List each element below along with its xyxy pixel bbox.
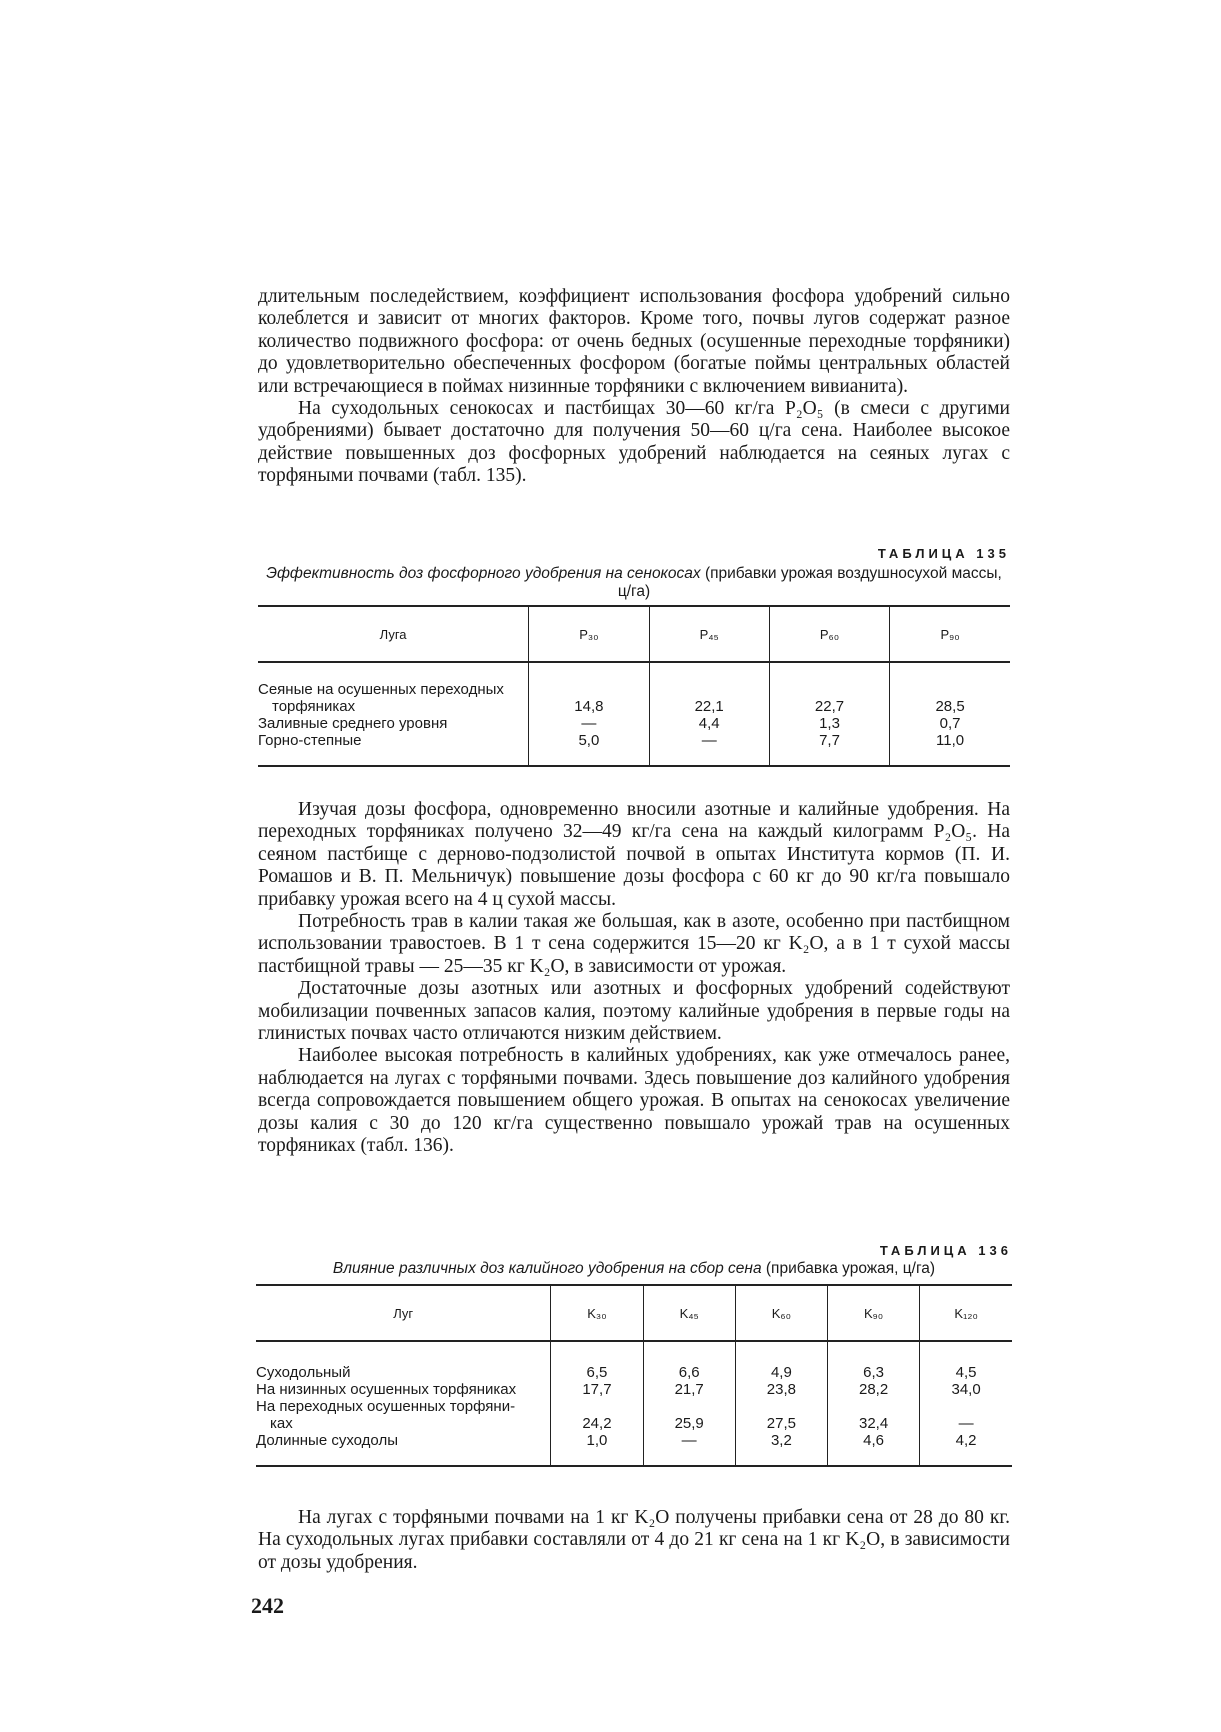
table-135-header: P₉₀ xyxy=(890,606,1010,662)
cell: 6,6 xyxy=(678,1364,700,1381)
cell: 32,4 xyxy=(859,1415,889,1432)
paragraph-4: Потребность трав в калии такая же большая, как в азоте, особенно при пастбищном использовании травостоев. В 1 т сена содержится 15—20 кг K₂O, а в 1 т сухой массы пастбищной травы — 25—35 кг K₂O, в зависимости от урожая. xyxy=(258,911,1010,977)
cell: — xyxy=(958,1415,974,1432)
cell: 14,8 xyxy=(574,698,604,715)
table-136-header-row xyxy=(256,1285,1012,1341)
row-labels xyxy=(256,1341,551,1466)
table-136-header: Луг xyxy=(393,1305,414,1321)
table-135-caption-note: (прибавки урожая воздушносухой массы, ц/га) xyxy=(617,565,1002,600)
row-labels xyxy=(258,662,529,766)
cell: 23,8 xyxy=(766,1381,796,1398)
row-label-cont: торфяниках xyxy=(272,698,356,715)
table-136-caption xyxy=(256,1260,1012,1278)
cell: 1,3 xyxy=(819,715,840,732)
cell: 27,5 xyxy=(766,1415,796,1432)
table-column xyxy=(735,1341,827,1466)
paragraph-3: Изучая дозы фосфора, одновременно вносили азотные и калийные удобрения. На переходных торфяниках получено 32—49 кг/га сена на каждый килограмм P₂O₅. На сеяном пастбище с дерново-подзолистой почвой в опытах Института кормов (П. И. Ромашов и В. П. Мельничук) повышение дозы фосфора с 60 кг до 90 кг/га повышало прибавку урожая всего на 4 ц сухой массы. xyxy=(258,799,1010,910)
paragraph-7: На лугах с торфяными почвами на 1 кг K₂O получены прибавки сена от 28 до 80 кг. На суходольных лугах прибавки составляли от 4 до 21 кг сена на 1 кг K₂O, в зависимости от дозы удобрения. xyxy=(258,1507,1010,1573)
cell: 4,9 xyxy=(770,1364,792,1381)
cell: 7,7 xyxy=(819,732,840,749)
cell: 6,3 xyxy=(863,1364,885,1381)
table-column xyxy=(551,1341,643,1466)
cell: 4,4 xyxy=(698,715,720,732)
cell: 4,5 xyxy=(955,1364,977,1381)
table-column xyxy=(649,662,769,766)
cell: 28,2 xyxy=(859,1381,889,1398)
row-label: Долинные суходолы xyxy=(256,1432,398,1449)
paragraph-5: Достаточные дозы азотных или азотных и фосфорных удобрений содействуют мобилизации почвенных запасов калия, поэтому калийные удобрения в первые годы на глинистых почвах часто отличаются низким действием. xyxy=(258,978,1010,1045)
cell: 22,7 xyxy=(814,698,845,715)
paragraph-1: длительным последействием, коэффициент использования фосфора удобрений сильно колеблется и зависит от многих факторов. Кроме того, почвы лугов содержат разное количество подвижного фосфора: от очень бедных (осушенные переходные торфяники) до удовлетворительно обеспеченных фосфором (богатые поймы центральных областей или встречающиеся в поймах низинные торфяники с включением вивианита). xyxy=(258,286,1010,397)
table-135-caption-title: Эффективность доз фосфорного удобрения на сенокосах xyxy=(266,565,701,582)
cell: 11,0 xyxy=(936,732,965,749)
table-column xyxy=(920,1341,1012,1466)
cell: 22,1 xyxy=(694,698,724,715)
cell: 3,2 xyxy=(770,1432,792,1449)
table-column xyxy=(643,1341,735,1466)
cell: — xyxy=(701,732,717,749)
table-135-label: ТАБЛИЦА 135 xyxy=(877,546,1010,561)
cell: 28,5 xyxy=(935,698,965,715)
cell: 17,7 xyxy=(582,1381,612,1398)
cell: — xyxy=(581,715,597,732)
table-136-caption-title: Влияние различных доз калийного удобрения на сбор сена xyxy=(332,1260,762,1277)
table-136-block xyxy=(256,1243,1012,1467)
cell: 25,9 xyxy=(674,1415,704,1432)
table-135-header: P₃₀ xyxy=(529,606,649,662)
table-135-header: Луга xyxy=(379,626,407,642)
table-135-header-row xyxy=(258,606,1010,662)
text-block-middle xyxy=(258,799,1010,1158)
table-136-header: K₉₀ xyxy=(828,1285,920,1341)
table-136-caption-note: (прибавка урожая, ц/га) xyxy=(765,1260,936,1277)
row-label: На переходных осушенных торфяни- xyxy=(256,1398,516,1415)
table-column xyxy=(890,662,1010,766)
row-label: Заливные среднего уровня xyxy=(258,715,448,732)
cell: 21,7 xyxy=(674,1381,704,1398)
table-row xyxy=(256,1341,1012,1466)
cell: — xyxy=(681,1432,697,1449)
table-135-block xyxy=(258,546,1010,767)
cell: 24,2 xyxy=(582,1415,612,1432)
cell: 6,5 xyxy=(586,1364,608,1381)
cell: 5,0 xyxy=(578,732,600,749)
row-label: Горно-степные xyxy=(258,732,362,749)
cell: 4,2 xyxy=(955,1432,977,1449)
paragraph-2: На суходольных сенокосах и пастбищах 30—60 кг/га P₂O₅ (в смеси с другими удобрениями) бывает достаточно для получения 50—60 ц/га сена. Наиболее высокое действие повышенных доз фосфорных удобрений наблюдается на сеяных лугах с торфяными почвами (табл. 135). xyxy=(258,398,1010,487)
paragraph-6: Наиболее высокая потребность в калийных удобрениях, как уже отмечалось ранее, наблюдается на лугах с торфяными почвами. Здесь повышение доз калийного удобрения всегда сопровождается повышением общего урожая. В опытах на сенокосах увеличение дозы калия с 30 до 120 кг/га существенно повышало урожай трав на осушенных торфяниках (табл. 136). xyxy=(258,1045,1010,1157)
row-label: Суходольный xyxy=(256,1364,351,1381)
table-column xyxy=(769,662,889,766)
table-136 xyxy=(256,1284,1012,1467)
table-column xyxy=(828,1341,920,1466)
table-135-header: P₄₅ xyxy=(649,606,769,662)
table-row xyxy=(258,662,1010,766)
text-block-bottom xyxy=(258,1507,1010,1574)
table-136-header: K₃₀ xyxy=(551,1285,643,1341)
cell: 34,0 xyxy=(951,1381,981,1398)
table-136-header: K₆₀ xyxy=(735,1285,827,1341)
row-label: На низинных осушенных торфяниках xyxy=(256,1381,517,1398)
page-number: 242 xyxy=(251,1593,284,1618)
cell: 1,0 xyxy=(586,1432,608,1449)
table-column xyxy=(529,662,649,766)
row-label-cont: ках xyxy=(270,1415,293,1432)
table-136-label: ТАБЛИЦА 136 xyxy=(879,1243,1012,1258)
table-135 xyxy=(258,605,1010,767)
table-136-header: K₄₅ xyxy=(643,1285,735,1341)
cell: 0,7 xyxy=(939,715,961,732)
row-label: Сеяные на осушенных переходных xyxy=(258,681,504,698)
table-135-caption xyxy=(258,565,1010,601)
cell: 4,6 xyxy=(863,1432,885,1449)
table-135-header: P₆₀ xyxy=(769,606,889,662)
table-136-header: K₁₂₀ xyxy=(920,1285,1012,1341)
text-block-top xyxy=(258,286,1010,488)
